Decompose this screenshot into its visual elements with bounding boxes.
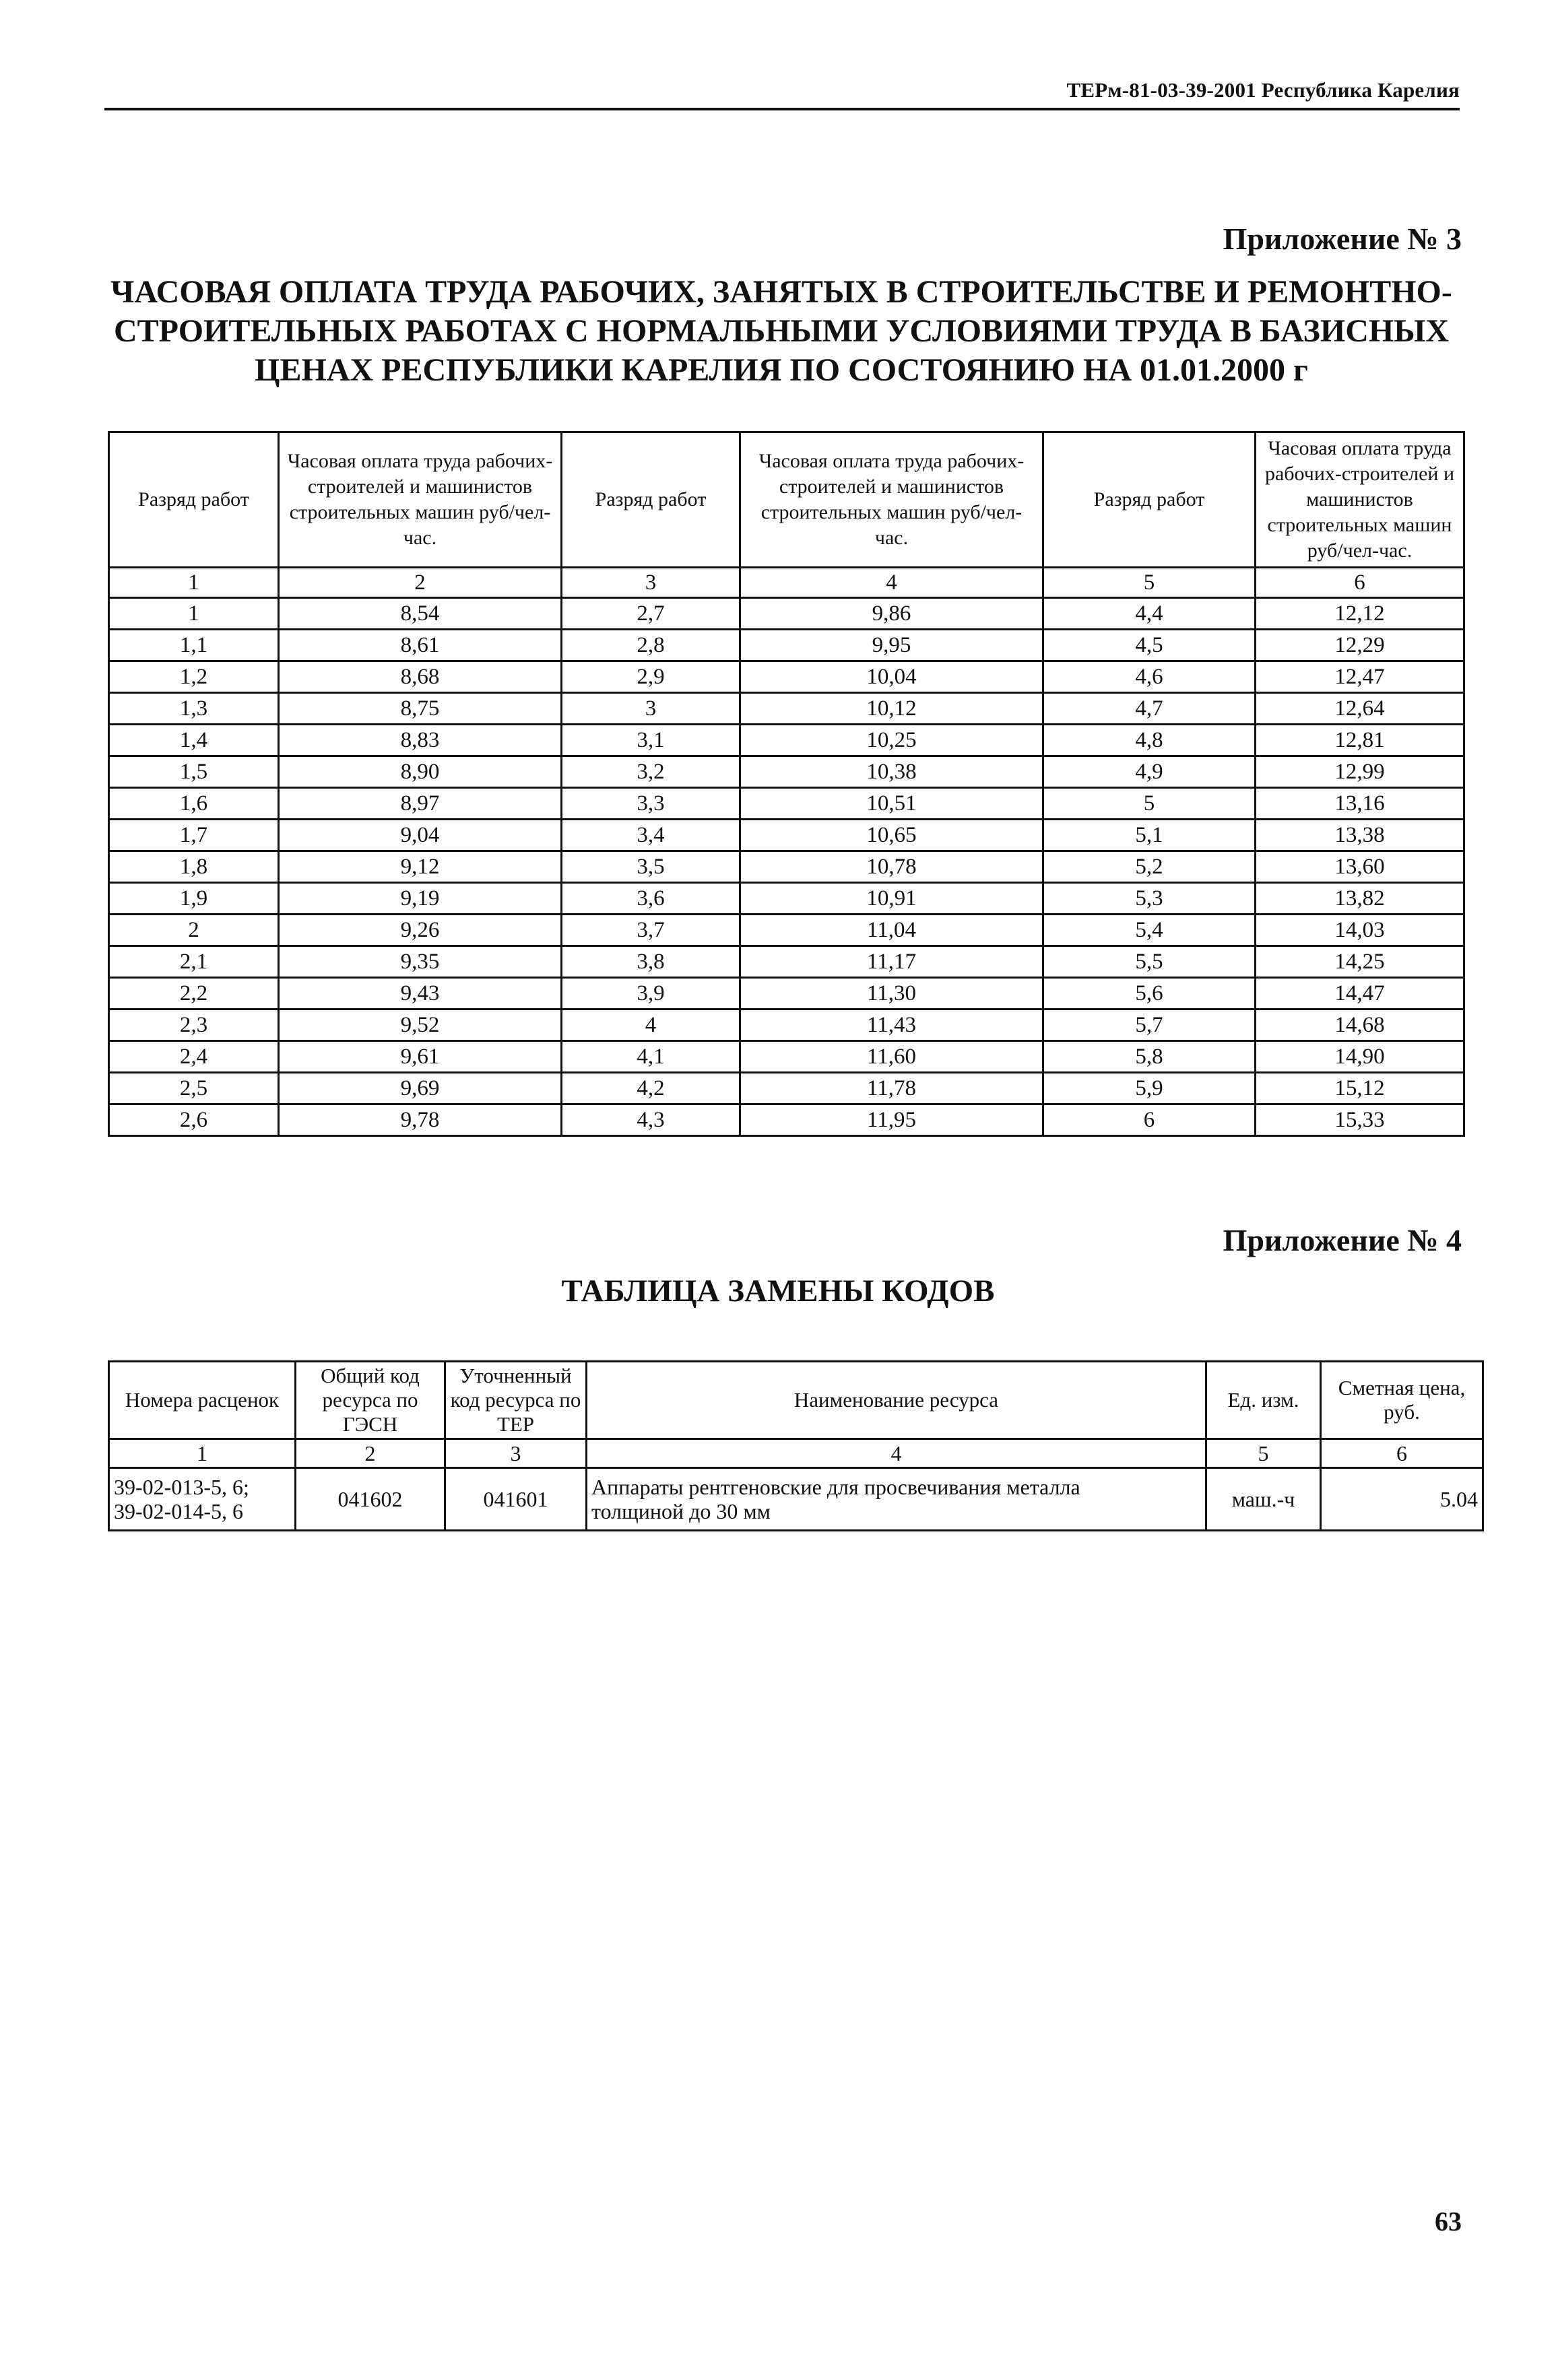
grade-cell: 2,1 [109, 946, 279, 978]
rate-cell: 9,43 [279, 978, 562, 1010]
table-row [109, 851, 1464, 883]
column-header: Ед. изм. [1206, 1362, 1321, 1439]
table-row [109, 820, 1464, 851]
column-header: Разряд работ [109, 432, 279, 568]
rate-cell: 9,95 [740, 630, 1043, 661]
grade-cell: 2,2 [109, 978, 279, 1010]
table-row [109, 1073, 1464, 1104]
grade-cell: 3,2 [562, 756, 740, 788]
rate-cell: 9,52 [279, 1010, 562, 1041]
column-number: 6 [1321, 1439, 1483, 1468]
grade-cell: 5,4 [1043, 915, 1256, 946]
grade-cell: 3,1 [562, 725, 740, 756]
rate-cell: 11,30 [740, 978, 1043, 1010]
grade-cell: 2,5 [109, 1073, 279, 1104]
rate-cell: 9,12 [279, 851, 562, 883]
rate-cell: 10,51 [740, 788, 1043, 820]
grade-cell: 1,2 [109, 661, 279, 693]
grade-cell: 3,4 [562, 820, 740, 851]
code-replacement-table [108, 1360, 1484, 1531]
unit-cell: маш.-ч [1206, 1468, 1321, 1531]
rate-cell: 9,35 [279, 946, 562, 978]
column-header: Наименование ресурса [587, 1362, 1206, 1439]
grade-cell: 1,7 [109, 820, 279, 851]
rate-cell: 8,75 [279, 693, 562, 725]
rate-cell: 8,54 [279, 598, 562, 630]
rate-cell: 11,17 [740, 946, 1043, 978]
rate-cell: 15,33 [1256, 1104, 1464, 1136]
appendix-4-label: Приложение № 4 [1223, 1223, 1462, 1257]
rate-cell: 13,60 [1256, 851, 1464, 883]
rate-cell: 11,43 [740, 1010, 1043, 1041]
rate-cell: 11,95 [740, 1104, 1043, 1136]
rate-cell: 8,83 [279, 725, 562, 756]
rate-cell: 10,78 [740, 851, 1043, 883]
grade-cell: 4,5 [1043, 630, 1256, 661]
column-number: 3 [445, 1439, 587, 1468]
column-number: 1 [109, 568, 279, 598]
rate-cell: 12,12 [1256, 598, 1464, 630]
grade-cell: 1 [109, 598, 279, 630]
grade-cell: 4,8 [1043, 725, 1256, 756]
appendix-3-label: Приложение № 3 [1223, 222, 1462, 256]
column-number: 4 [587, 1439, 1206, 1468]
grade-cell: 5,9 [1043, 1073, 1256, 1104]
column-number-row [109, 568, 1464, 598]
column-number: 5 [1043, 568, 1256, 598]
rate-cell: 14,90 [1256, 1041, 1464, 1073]
grade-cell: 3,3 [562, 788, 740, 820]
grade-cell: 4,3 [562, 1104, 740, 1136]
wage-rates-body [109, 568, 1464, 1136]
rate-cell: 10,65 [740, 820, 1043, 851]
grade-cell: 1,1 [109, 630, 279, 661]
grade-cell: 3,5 [562, 851, 740, 883]
grade-cell: 2,7 [562, 598, 740, 630]
ter-code-cell: 041601 [445, 1468, 587, 1531]
rate-cell: 13,16 [1256, 788, 1464, 820]
grade-cell: 5,7 [1043, 1010, 1256, 1041]
grade-cell: 2,6 [109, 1104, 279, 1136]
grade-cell: 4,4 [1043, 598, 1256, 630]
grade-cell: 4 [562, 1010, 740, 1041]
rate-cell: 8,61 [279, 630, 562, 661]
rate-cell: 9,61 [279, 1041, 562, 1073]
grade-cell: 3,8 [562, 946, 740, 978]
column-header: Уточненный код ресурса по ТЕР [445, 1362, 587, 1439]
running-header [104, 74, 1460, 110]
grade-cell: 1,3 [109, 693, 279, 725]
grade-cell: 1,4 [109, 725, 279, 756]
grade-cell: 4,6 [1043, 661, 1256, 693]
rate-cell: 12,29 [1256, 630, 1464, 661]
grade-cell: 2,9 [562, 661, 740, 693]
rate-cell: 13,82 [1256, 883, 1464, 915]
rate-cell: 9,04 [279, 820, 562, 851]
grade-cell: 4,9 [1043, 756, 1256, 788]
rate-numbers-cell [109, 1468, 296, 1531]
column-header: Сметная цена, руб. [1321, 1362, 1483, 1439]
grade-cell: 5,8 [1043, 1041, 1256, 1073]
price-cell: 5.04 [1321, 1468, 1483, 1531]
resource-name-cell [587, 1468, 1206, 1531]
grade-cell: 5,6 [1043, 978, 1256, 1010]
title-line: СТРОИТЕЛЬНЫХ РАБОТАХ С НОРМАЛЬНЫМИ УСЛОВИЯМИ ТРУДА В БАЗИСНЫХ [114, 313, 1449, 349]
rate-cell: 12,99 [1256, 756, 1464, 788]
rate-cell: 11,60 [740, 1041, 1043, 1073]
column-header: Общий код ресурса по ГЭСН [296, 1362, 445, 1439]
column-number: 2 [279, 568, 562, 598]
table-row [109, 1010, 1464, 1041]
table-header-row [109, 1362, 1483, 1439]
rate-cell: 12,47 [1256, 661, 1464, 693]
grade-cell: 1,8 [109, 851, 279, 883]
table-row [109, 756, 1464, 788]
column-header: Часовая оплата труда рабочих-строителей и машинистов строительных машин руб/чел-час. [1256, 432, 1464, 568]
rate-cell: 12,64 [1256, 693, 1464, 725]
rate-numbers-line: 39-02-013-5, 6; [114, 1475, 249, 1499]
rate-cell: 10,38 [740, 756, 1043, 788]
rate-cell: 14,47 [1256, 978, 1464, 1010]
column-number: 3 [562, 568, 740, 598]
grade-cell: 2 [109, 915, 279, 946]
column-number: 6 [1256, 568, 1464, 598]
table-row [109, 946, 1464, 978]
rate-cell: 8,68 [279, 661, 562, 693]
grade-cell: 5,1 [1043, 820, 1256, 851]
grade-cell: 5,5 [1043, 946, 1256, 978]
rate-cell: 15,12 [1256, 1073, 1464, 1104]
rate-cell: 10,91 [740, 883, 1043, 915]
appendix-3-title [101, 273, 1462, 390]
column-header: Разряд работ [1043, 432, 1256, 568]
rate-cell: 9,19 [279, 883, 562, 915]
table-row [109, 693, 1464, 725]
table-row [109, 978, 1464, 1010]
rate-cell: 14,25 [1256, 946, 1464, 978]
column-header: Часовая оплата труда рабочих-строителей и машинистов строительных машин руб/чел-час. [279, 432, 562, 568]
resource-name-line: толщиной до 30 мм [591, 1499, 771, 1523]
rate-cell: 14,03 [1256, 915, 1464, 946]
grade-cell: 2,4 [109, 1041, 279, 1073]
appendix-4-title: ТАБЛИЦА ЗАМЕНЫ КОДОВ [561, 1274, 995, 1309]
table-row [109, 883, 1464, 915]
rate-cell: 11,04 [740, 915, 1043, 946]
grade-cell: 3,6 [562, 883, 740, 915]
page-number: 63 [1435, 2206, 1462, 2237]
grade-cell: 1,6 [109, 788, 279, 820]
title-line: ЧАСОВАЯ ОПЛАТА ТРУДА РАБОЧИХ, ЗАНЯТЫХ В СТРОИТЕЛЬСТВЕ И РЕМОНТНО- [110, 274, 1452, 310]
rate-cell: 10,12 [740, 693, 1043, 725]
rate-cell: 10,04 [740, 661, 1043, 693]
column-number: 5 [1206, 1439, 1321, 1468]
grade-cell: 3,7 [562, 915, 740, 946]
title-line: ЦЕНАХ РЕСПУБЛИКИ КАРЕЛИЯ ПО СОСТОЯНИЮ НА 01.01.2000 г [255, 352, 1308, 388]
rate-cell: 10,25 [740, 725, 1043, 756]
table-header-row [109, 432, 1464, 568]
table-row [109, 661, 1464, 693]
grade-cell: 4,2 [562, 1073, 740, 1104]
grade-cell: 4,7 [1043, 693, 1256, 725]
column-number: 4 [740, 568, 1043, 598]
grade-cell: 5,3 [1043, 883, 1256, 915]
column-header: Разряд работ [562, 432, 740, 568]
column-header: Часовая оплата труда рабочих-строителей и машинистов строительных машин руб/чел-час. [740, 432, 1043, 568]
grade-cell: 2,8 [562, 630, 740, 661]
grade-cell: 4,1 [562, 1041, 740, 1073]
grade-cell: 3 [562, 693, 740, 725]
column-header: Номера расценок [109, 1362, 296, 1439]
rate-cell: 11,78 [740, 1073, 1043, 1104]
column-number: 1 [109, 1439, 296, 1468]
resource-name-line: Аппараты рентгеновские для просвечивания металла [591, 1475, 1080, 1499]
rate-cell: 9,69 [279, 1073, 562, 1104]
rate-cell: 12,81 [1256, 725, 1464, 756]
table-row [109, 915, 1464, 946]
gesn-code-cell: 041602 [296, 1468, 445, 1531]
rate-cell: 8,90 [279, 756, 562, 788]
rate-cell: 13,38 [1256, 820, 1464, 851]
wage-rates-table [108, 431, 1465, 1137]
grade-cell: 1,9 [109, 883, 279, 915]
grade-cell: 2,3 [109, 1010, 279, 1041]
rate-cell: 9,78 [279, 1104, 562, 1136]
table-row [109, 725, 1464, 756]
rate-cell: 14,68 [1256, 1010, 1464, 1041]
rate-numbers-line: 39-02-014-5, 6 [114, 1499, 243, 1523]
column-number: 2 [296, 1439, 445, 1468]
rate-cell: 8,97 [279, 788, 562, 820]
grade-cell: 5,2 [1043, 851, 1256, 883]
table-row [109, 598, 1464, 630]
grade-cell: 6 [1043, 1104, 1256, 1136]
grade-cell: 5 [1043, 788, 1256, 820]
column-number-row [109, 1439, 1483, 1468]
table-row [109, 1041, 1464, 1073]
grade-cell: 1,5 [109, 756, 279, 788]
table-row [109, 1468, 1483, 1531]
rate-cell: 9,26 [279, 915, 562, 946]
running-title: ТЕРм-81-03-39-2001 Республика Карелия [1066, 78, 1460, 102]
grade-cell: 3,9 [562, 978, 740, 1010]
rate-cell: 9,86 [740, 598, 1043, 630]
table-row [109, 630, 1464, 661]
table-row [109, 788, 1464, 820]
table-row [109, 1104, 1464, 1136]
